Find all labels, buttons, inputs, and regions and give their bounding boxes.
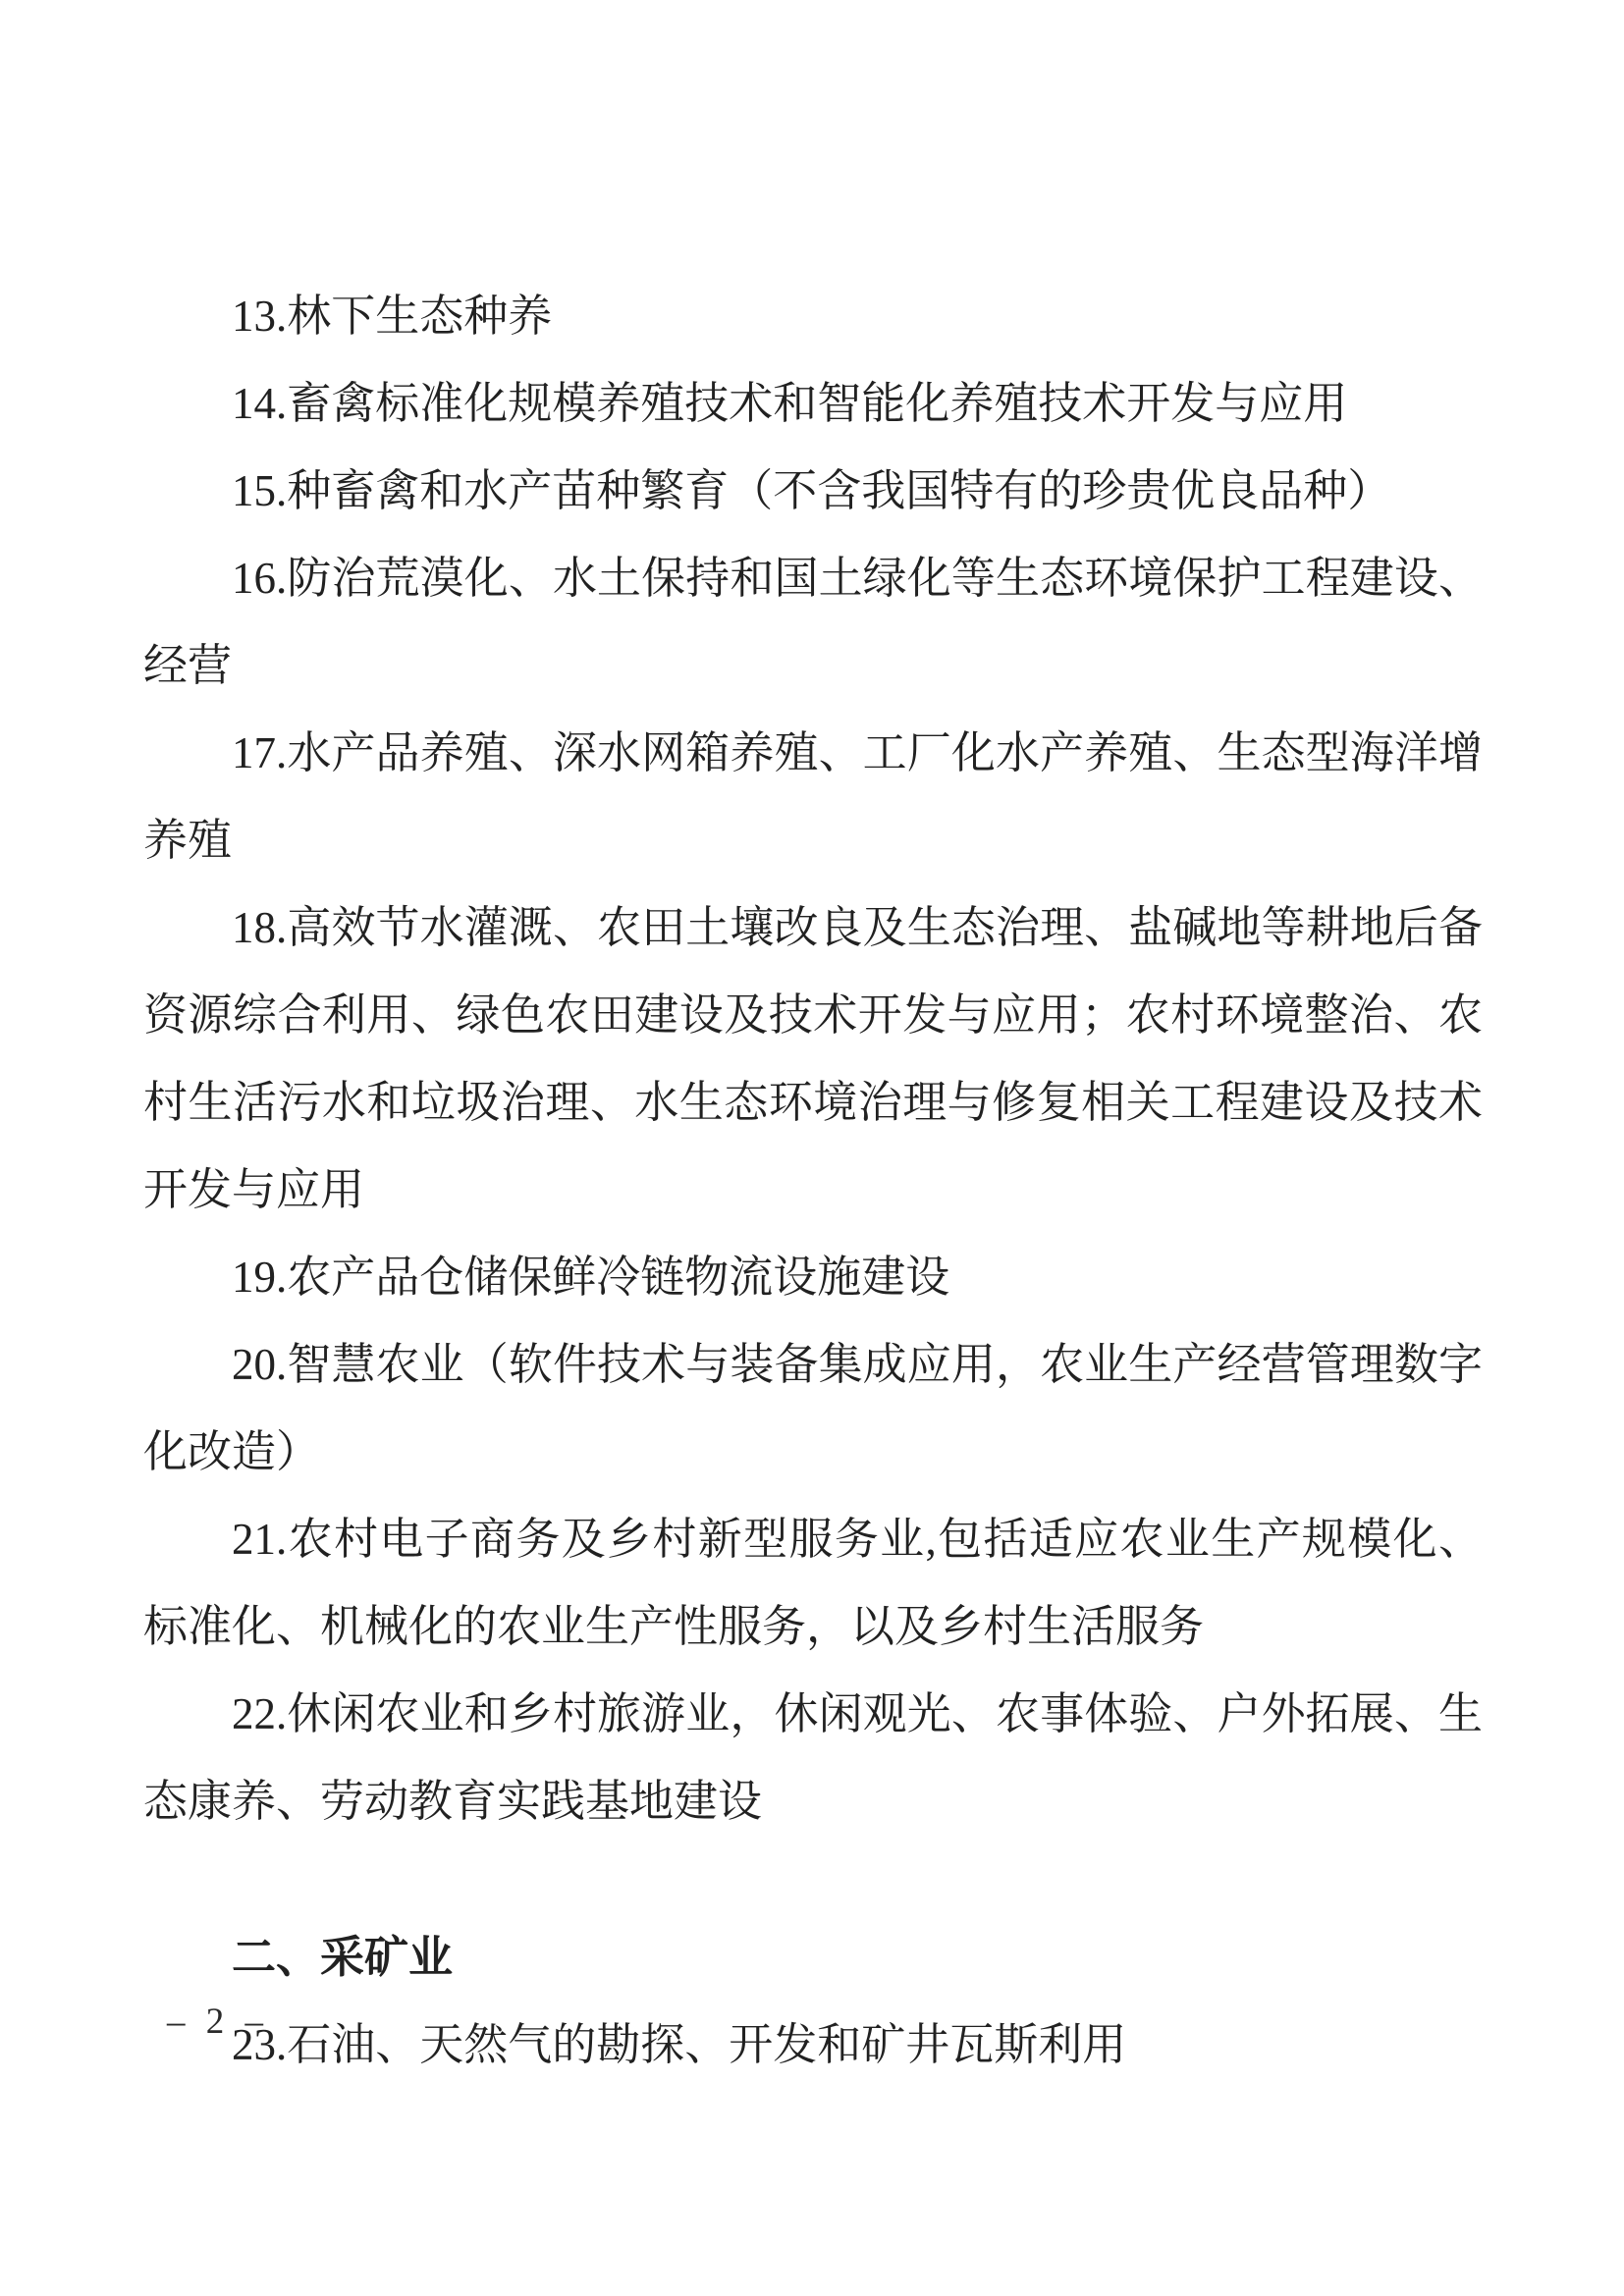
list-item: 21.农村电子商务及乡村新型服务业,包括适应农业生产规模化、标准化、机械化的农业生产性服务，以及乡村生活服务 (143, 1515, 1483, 1651)
list-item: 22.休闲农业和乡村旅游业，休闲观光、农事体验、户外拓展、生态康养、劳动教育实践基地建设 (143, 1689, 1483, 1826)
list-item: 18.高效节水灌溉、农田土壤改良及生态治理、盐碱地等耕地后备资源综合利用、绿色农田建设及技术开发与应用；农村环境整治、农村生活污水和垃圾治理、水生态环境治理与修复相关工程建设及技术开发与应用 (143, 903, 1483, 1214)
document-body (143, 273, 1483, 2089)
list-item: 15.种畜禽和水产苗种繁育（不含我国特有的珍贵优良品种） (232, 466, 1392, 515)
list-item: 23.石油、天然气的勘探、开发和矿井瓦斯利用 (232, 2020, 1127, 2069)
list-item: 19.农产品仓储保鲜冷链物流设施建设 (232, 1253, 950, 1302)
list-item: 17.水产品养殖、深水网箱养殖、工厂化水产养殖、生态型海洋增养殖 (143, 728, 1483, 865)
list-item: 14.畜禽标准化规模养殖技术和智能化养殖技术开发与应用 (232, 379, 1348, 428)
list-item: 16.防治荒漠化、水土保持和国土绿化等生态环境保护工程建设、经营 (143, 554, 1483, 690)
page-number: – 2 – (167, 2002, 269, 2042)
section-heading: 二、采矿业 (232, 1933, 454, 1982)
list-item: 20.智慧农业（软件技术与装备集成应用，农业生产经营管理数字化改造） (143, 1340, 1483, 1476)
list-item: 13.林下生态种养 (232, 292, 553, 341)
